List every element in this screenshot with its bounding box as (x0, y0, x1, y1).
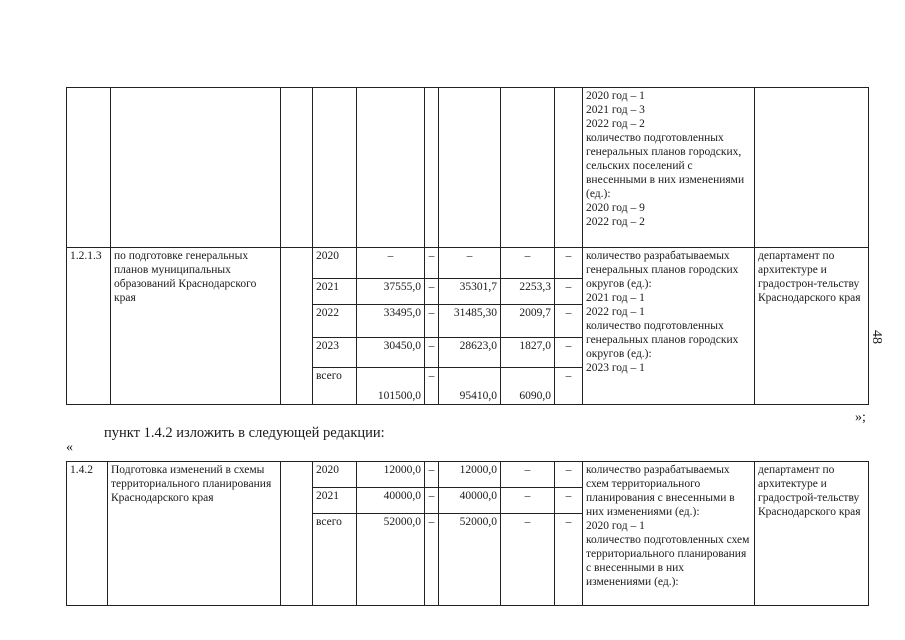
closing-quote: »; (855, 410, 866, 425)
opening-quote: « (66, 440, 73, 455)
vb-cell: – (555, 338, 583, 368)
total-cell: – (357, 248, 425, 279)
total-cell: 33495,0 (357, 305, 425, 338)
mb-cell: – (501, 248, 555, 279)
year-cell: 2020 (313, 462, 357, 488)
item-name: по подготовке генеральных планов муниципальных образований Краснодарского края (111, 248, 281, 405)
kb-cell: 52000,0 (439, 514, 501, 606)
mb-cell: 6090,0 (501, 368, 555, 405)
year-cell: 2021 (313, 488, 357, 514)
item-name: Подготовка изменений в схемы территориального планирования Краснодарского края (108, 462, 281, 606)
mb-cell: 2253,3 (501, 279, 555, 305)
executor-text: департамент по архитектуре и градострон-тельству Краснодарского края (755, 248, 869, 405)
year-cell: 2020 (313, 248, 357, 279)
cell-empty (281, 462, 313, 606)
vb-cell: – (555, 514, 583, 606)
total-cell: 12000,0 (357, 462, 425, 488)
mb-cell: – (501, 462, 555, 488)
total-cell: 40000,0 (357, 488, 425, 514)
total-cell: 30450,0 (357, 338, 425, 368)
program-table-1 (66, 87, 869, 405)
item-number: 1.4.2 (67, 462, 108, 606)
vb-cell: – (555, 368, 583, 405)
mb-cell: 2009,7 (501, 305, 555, 338)
cell-fb-empty (425, 88, 439, 248)
cell-empty (281, 88, 313, 248)
result-text: количество разрабатываемых генеральных планов городских округов (ед.): 2021 год – 1 2022 год – 1 количество подготовленных генеральных планов городских округов (ед.): 2023 год – 1 (583, 248, 755, 405)
total-cell: 52000,0 (357, 514, 425, 606)
cell-mb-empty (501, 88, 555, 248)
kb-cell: 12000,0 (439, 462, 501, 488)
fb-cell: – (425, 488, 439, 514)
page-number: 48 (869, 330, 884, 344)
fb-cell: – (425, 338, 439, 368)
kb-cell: 28623,0 (439, 338, 501, 368)
vb-cell: – (555, 279, 583, 305)
mb-cell: – (501, 514, 555, 606)
vb-cell: – (555, 488, 583, 514)
year-cell: всего (313, 368, 357, 405)
year-cell: 2021 (313, 279, 357, 305)
vb-cell: – (555, 305, 583, 338)
cell-num-empty (67, 88, 111, 248)
fb-cell: – (425, 462, 439, 488)
vb-cell: – (555, 248, 583, 279)
result-text: количество разрабатываемых схем территориального планирования с внесенными в них изменениями (ед.): 2020 год – 1 количество подготовленных схем территориального планирования с внесенными в них изменениями (ед.): (583, 462, 755, 606)
kb-cell: 40000,0 (439, 488, 501, 514)
total-cell: 101500,0 (357, 368, 425, 405)
fb-cell: – (425, 514, 439, 606)
cell-empty (281, 248, 313, 405)
instruction-paragraph: пункт 1.4.2 изложить в следующей редакции: (104, 425, 385, 441)
fb-cell: – (425, 248, 439, 279)
cell-executor-empty (755, 88, 869, 248)
kb-cell: – (439, 248, 501, 279)
cell-total-empty (357, 88, 425, 248)
kb-cell: 35301,7 (439, 279, 501, 305)
cell-year-empty (313, 88, 357, 248)
year-cell: всего (313, 514, 357, 606)
fb-cell: – (425, 279, 439, 305)
cell-vb-empty (555, 88, 583, 248)
kb-cell: 31485,30 (439, 305, 501, 338)
fb-cell: – (425, 305, 439, 338)
cell-kb-empty (439, 88, 501, 248)
executor-text: департамент по архитектуре и градострой-тельству Краснодарского края (755, 462, 869, 606)
mb-cell: 1827,0 (501, 338, 555, 368)
result-text-continued: 2020 год – 1 2021 год – 3 2022 год – 2 количество подготовленных генеральных планов городских, сельских поселений с внесенными в них изменениями (ед.): 2020 год – 9 2022 год – 2 (583, 88, 755, 248)
vb-cell: – (555, 462, 583, 488)
cell-name-empty (111, 88, 281, 248)
kb-cell: 95410,0 (439, 368, 501, 405)
total-cell: 37555,0 (357, 279, 425, 305)
item-number: 1.2.1.3 (67, 248, 111, 405)
fb-cell: – (425, 368, 439, 405)
year-cell: 2023 (313, 338, 357, 368)
year-cell: 2022 (313, 305, 357, 338)
program-table-2 (66, 461, 869, 606)
mb-cell: – (501, 488, 555, 514)
